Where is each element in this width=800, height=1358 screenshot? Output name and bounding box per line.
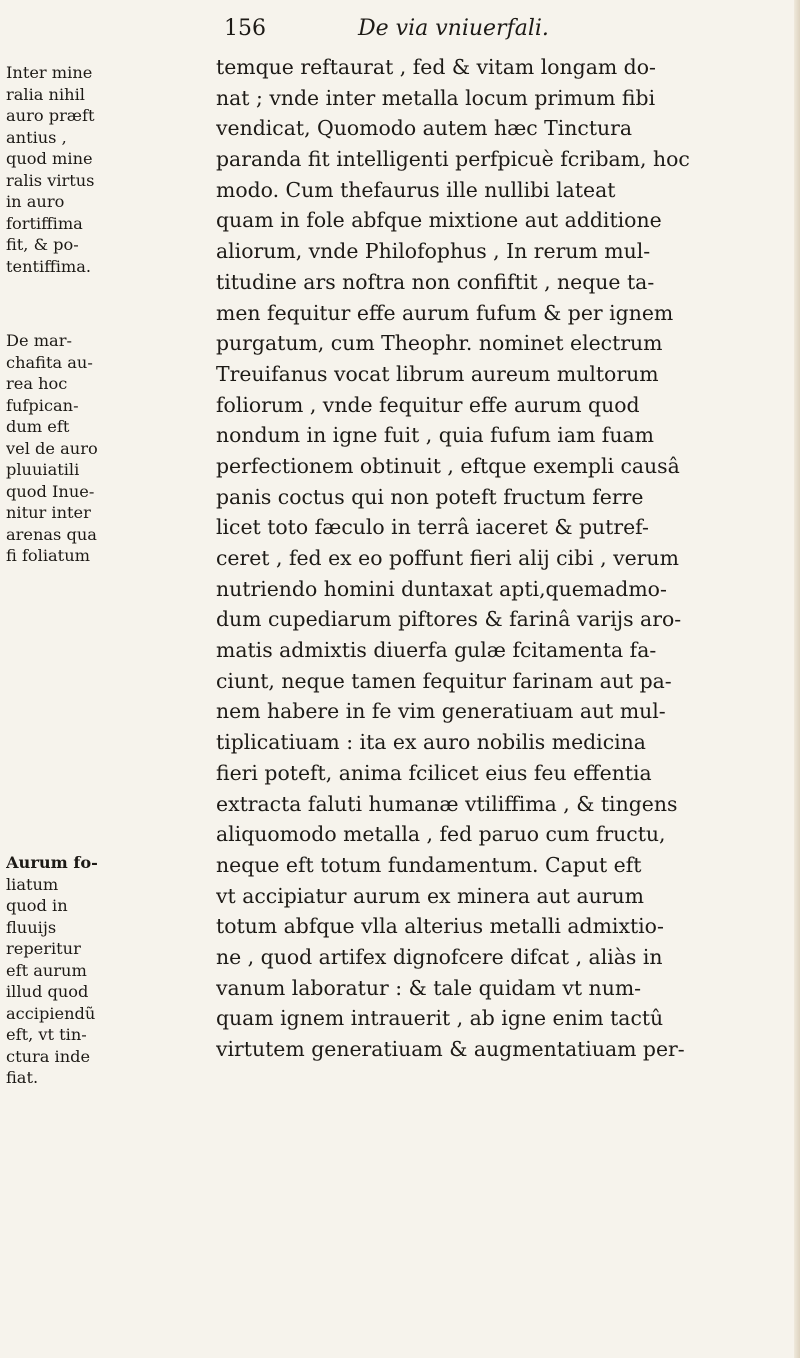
text-line: purgatum, cum Theophr. nominet electrum bbox=[216, 331, 663, 356]
margin-note-line: tentiffima. bbox=[6, 256, 92, 276]
margin-note-line: ralis virtus bbox=[6, 170, 95, 190]
text-line: men fequitur effe aurum fufum & per ignem bbox=[216, 300, 674, 325]
text-line: aliorum, vnde Philofophus , In rerum mul- bbox=[216, 239, 651, 264]
text-line: aliquomodo metalla , fed paruo cum fructu, bbox=[216, 822, 666, 847]
margin-note-line: arenas qua bbox=[6, 524, 97, 544]
margin-note-line: rea hoc bbox=[6, 374, 68, 393]
margin-note-3 bbox=[6, 852, 211, 1089]
text-line: ne , quod artifex dignofcere difcat , aliàs in bbox=[216, 944, 663, 969]
margin-note-line: eft, vt tin- bbox=[6, 1025, 87, 1044]
running-header bbox=[224, 16, 694, 52]
text-line: totum abfque vlla alterius metalli admixtio- bbox=[216, 914, 664, 939]
text-line: nem habere in fe vim generatiuam aut mul- bbox=[216, 699, 666, 724]
text-line: titudine ars noftra non confiftit , neque ta- bbox=[216, 269, 655, 294]
text-line: fieri poteft, anima fcilicet eius feu effentia bbox=[216, 760, 652, 785]
margin-note-line: fluuijs bbox=[6, 917, 57, 937]
text-line: licet toto fæculo in terrâ iaceret & putref- bbox=[216, 515, 649, 540]
margin-note-line: auro præft bbox=[6, 106, 95, 125]
running-title: De via vniuerfali. bbox=[358, 16, 549, 41]
page-number: 156 bbox=[224, 16, 266, 41]
text-line: dum cupediarum piftores & farinâ varijs aro- bbox=[216, 607, 682, 632]
text-line: nondum in igne fuit , quia fufum iam fuam bbox=[216, 423, 654, 448]
text-line: nutriendo homini duntaxat apti,quemadmo- bbox=[216, 576, 667, 601]
text-line: modo. Cum thefaurus ille nullibi lateat bbox=[216, 177, 616, 202]
margin-note-line: quod Inue- bbox=[6, 481, 95, 501]
text-line: matis admixtis diuerfa gulæ fcitamenta fa- bbox=[216, 638, 657, 663]
text-line: neque eft totum fundamentum. Caput eft bbox=[216, 852, 642, 877]
margin-note-line: fi foliatum bbox=[6, 546, 90, 565]
text-line: ceret , fed ex eo poffunt fieri alij cibi , verum bbox=[216, 546, 679, 570]
margin-note-line: chafita au- bbox=[6, 352, 93, 372]
text-line: perfectionem obtinuit , eftque exempli causâ bbox=[216, 453, 680, 478]
margin-note-line: reperitur bbox=[6, 939, 81, 958]
text-line: quam ignem intrauerit , ab igne enim tactû bbox=[216, 1006, 664, 1031]
margin-note-line: dum eft bbox=[6, 417, 70, 436]
text-line: panis coctus qui non poteft fructum ferre bbox=[216, 484, 644, 509]
margin-note-line: fortiffima bbox=[6, 213, 83, 233]
margin-note-line: quod mine bbox=[6, 149, 93, 168]
margin-note-line: ralia nihil bbox=[6, 84, 85, 104]
margin-note-line: in auro bbox=[6, 192, 65, 211]
margin-note-line: accipiendũ bbox=[6, 1003, 96, 1023]
margin-note-line: liatum bbox=[6, 874, 59, 894]
margin-note-line: De mar- bbox=[6, 331, 72, 350]
margin-note-line: fit, & po- bbox=[6, 235, 79, 254]
margin-note-line: antius , bbox=[6, 127, 67, 147]
text-line: ciunt, neque tamen fequitur farinam aut pa- bbox=[216, 668, 672, 693]
margin-note-line: illud quod bbox=[6, 982, 89, 1001]
text-line: vendicat, Quomodo autem hæc Tinctura bbox=[216, 116, 633, 141]
margin-note-2 bbox=[6, 330, 211, 567]
margin-note-line: eft aurum bbox=[6, 960, 87, 980]
text-line: foliorum , vnde fequitur effe aurum quod bbox=[216, 392, 640, 417]
text-line: temque reftaurat , fed & vitam longam do- bbox=[216, 55, 656, 79]
text-line: nat ; vnde inter metalla locum primum fibi bbox=[216, 85, 656, 110]
text-line: extracta faluti humanæ vtiliffima , & tingens bbox=[216, 791, 678, 816]
margin-note-1 bbox=[6, 62, 211, 277]
main-text bbox=[216, 52, 800, 1065]
text-line: tiplicatiuam : ita ex auro nobilis medicina bbox=[216, 730, 646, 755]
text-line: vanum laboratur : & tale quidam vt num- bbox=[216, 975, 642, 1000]
margin-note-line: nitur inter bbox=[6, 503, 91, 522]
margin-note-line: Inter mine bbox=[6, 63, 93, 82]
margin-note-line: Aurum fo- bbox=[6, 853, 98, 872]
margin-note-line: fufpican- bbox=[6, 395, 79, 415]
text-line: virtutem generatiuam & augmentatiuam per- bbox=[216, 1037, 685, 1061]
margin-note-line: fiat. bbox=[6, 1068, 39, 1087]
text-line: quam in fole abfque mixtione aut additione bbox=[216, 208, 662, 233]
text-line: paranda fit intelligenti perfpicuè fcribam, hoc bbox=[216, 147, 690, 172]
text-line: Treuifanus vocat librum aureum multorum bbox=[216, 361, 659, 386]
text-line: vt accipiatur aurum ex minera aut aurum bbox=[216, 883, 644, 908]
margin-note-line: vel de auro bbox=[6, 438, 98, 458]
margin-note-line: ctura inde bbox=[6, 1046, 91, 1066]
page-edge bbox=[794, 0, 800, 1358]
margin-note-line: quod in bbox=[6, 896, 68, 915]
margin-note-line: pluuiatili bbox=[6, 460, 80, 479]
